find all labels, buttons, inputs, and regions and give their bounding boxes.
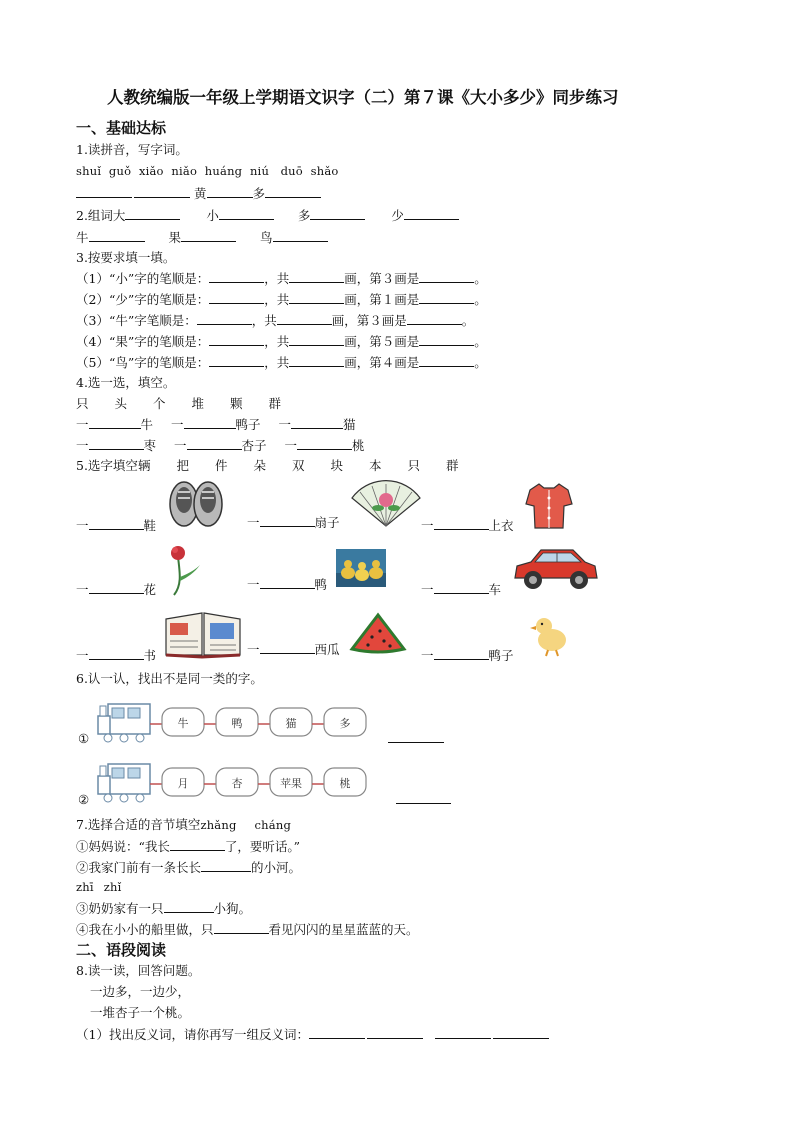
book-image [164,609,242,659]
pinyin: cháng [254,818,292,832]
option-word: 辆 [137,458,151,473]
option-word: 群 [268,396,282,411]
yi-char: 一 [247,577,260,592]
noun-char: 鸭 [314,577,328,592]
yi-char: 一 [247,515,260,530]
q3-text: ，共 [264,334,290,349]
pinyin: guǒ [108,164,132,178]
answer-blank[interactable] [209,291,264,304]
q8-poem-line-2: 一堆杏子一个桃。 [90,1005,191,1020]
circled-number: ② [76,860,89,875]
answer-blank[interactable] [207,185,253,198]
q7-text: 妈妈说：“我长 [88,839,170,854]
jacket-image [524,480,574,530]
answer-blank[interactable] [164,900,214,913]
q3-text: 。 [474,355,487,370]
answer-blank[interactable] [89,416,141,429]
pinyin: zhǎng [200,818,237,832]
q6-number-1: ① [78,731,90,746]
answer-blank[interactable] [197,312,252,325]
word-char: 少 [391,208,404,223]
answer-blank[interactable] [265,185,321,198]
q7-label: 7.选择合适的音节填空 [76,817,201,832]
train-car-label: 多 [339,717,351,730]
q8-sub-text: （1）找出反义词，请你再写一组反义词： [76,1027,309,1042]
answer-blank[interactable] [291,416,343,429]
pinyin: duō [280,164,303,178]
section-heading-basics: 一、基础达标 [76,119,167,137]
option-word: 颗 [230,396,243,411]
q3-text: 。 [461,313,475,328]
answer-blank[interactable] [289,270,344,283]
noun-char: 猫 [343,417,356,432]
watermelon-image [350,613,406,653]
noun-char: 杏子 [241,438,267,453]
q5-item-car [421,581,501,598]
q6-answer-row-1 [388,730,444,747]
answer-blank[interactable] [309,1026,365,1039]
q3-text: （3）“牛”字笔顺是： [76,313,197,328]
q5-item-book [76,647,156,664]
answer-blank[interactable] [419,333,474,346]
q3-item [76,333,487,350]
q4-row2 [76,437,365,454]
q3-item [76,354,487,371]
q7-sentence-4 [76,921,419,938]
yi-char: 一 [247,642,260,657]
noun-char: 书 [143,648,157,663]
q3-text: 。 [474,271,487,286]
q5-item-flower [76,581,156,598]
pinyin: shǎo [310,164,339,178]
train-car-label: 月 [177,777,189,790]
q7-sentence-3 [76,900,251,917]
q7-text: 看见闪闪的星星蓝蓝的天。 [268,922,419,937]
pinyin: zhī [76,880,94,894]
noun-char: 西瓜 [314,642,340,657]
answer-blank[interactable] [297,437,352,450]
noun-char: 牛 [140,417,154,432]
answer-blank[interactable] [201,859,251,872]
answer-blank[interactable] [219,207,274,220]
q7-text: 的小河。 [251,860,302,875]
answer-blank[interactable] [419,354,474,367]
train-car-label: 牛 [177,717,189,730]
circled-number: ① [76,839,89,854]
option-word: 双 [291,458,305,473]
q8-sub-1 [76,1026,549,1043]
yi-char: 一 [421,582,434,597]
shoes-image [166,478,226,530]
answer-blank[interactable] [184,416,236,429]
answer-blank[interactable] [187,437,242,450]
pinyin: huáng [204,164,243,178]
q3-text: ，共 [264,271,290,286]
word-char: 小 [206,208,219,223]
q4-options [76,396,281,412]
q3-text: ，共 [264,292,290,307]
answer-blank[interactable] [214,921,269,934]
q7-pinyin-2 [76,879,122,895]
option-word: 把 [176,458,189,473]
yi-char: 一 [278,417,292,432]
answer-blank[interactable] [260,576,315,589]
noun-char: 鸭子 [235,417,261,432]
yi-char: 一 [76,648,89,663]
q2-row2 [76,229,328,246]
train-car-label: 猫 [285,717,297,730]
option-word: 只 [76,396,89,411]
answer-blank[interactable] [289,333,344,346]
option-word: 块 [330,458,343,473]
answer-blank[interactable] [260,641,315,654]
answer-blank[interactable] [89,581,144,594]
answer-blank[interactable] [260,514,315,527]
q5-item-fan [247,514,340,531]
circled-number: ④ [76,922,89,937]
answer-blank[interactable] [388,730,444,743]
answer-blank[interactable] [89,229,145,242]
answer-blank[interactable] [273,229,328,242]
q1-label: 1.读拼音，写字词。 [76,142,188,157]
q6-answer-row-2 [396,791,451,808]
q5-label: 5.选字填空 [76,458,138,473]
answer-blank[interactable] [404,207,459,220]
answer-blank[interactable] [419,291,474,304]
q3-text: （4）“果”字的笔顺是： [76,334,210,349]
yi-char: 一 [76,582,89,597]
q3-text: 画，第４画是 [344,355,420,370]
answer-blank[interactable] [76,185,132,198]
q3-text: （1）“小”字的笔顺是： [76,271,210,286]
q3-text: （2）“少”字的笔顺是： [76,292,210,307]
train-car-label: 桃 [339,777,351,790]
answer-blank[interactable] [277,312,332,325]
pinyin: shuǐ [76,164,102,178]
yi-char: 一 [421,518,434,533]
noun-char: 枣 [143,438,157,453]
noun-char: 扇子 [314,515,340,530]
yi-char: 一 [76,518,89,533]
answer-blank[interactable] [367,1026,423,1039]
q7-text: 奶奶家有一只 [88,901,164,916]
yi-char: 一 [284,438,298,453]
pinyin: xiǎo [138,164,164,178]
q8-poem-line-1: 一边多，一边少， [90,984,191,999]
answer-blank[interactable] [125,207,180,220]
q7-text: 了，要听话。” [224,839,301,854]
q7-header [76,817,291,833]
q7-text: 小狗。 [213,901,252,916]
answer-blank[interactable] [89,647,144,660]
train-2-image [94,756,384,806]
q2-row1 [76,207,459,224]
noun-char: 花 [143,582,157,597]
circled-number: ③ [76,901,89,916]
yi-char: 一 [171,417,184,432]
train-car-label: 苹果 [280,777,302,790]
noun-char: 鸭子 [488,648,514,663]
q7-text: 我在小小的船里做，只 [88,922,214,937]
answer-blank[interactable] [181,229,236,242]
answer-blank[interactable] [134,185,190,198]
q5-item-duck [247,576,327,593]
yi-char: 一 [421,648,434,663]
answer-blank[interactable] [89,517,144,530]
answer-blank[interactable] [209,270,264,283]
section-heading-reading: 二、语段阅读 [76,941,167,959]
option-word: 群 [445,458,459,473]
answer-blank[interactable] [407,312,462,325]
answer-blank[interactable] [89,437,144,450]
noun-char: 桃 [352,438,365,453]
answer-blank[interactable] [209,333,264,346]
q3-label: 3.按要求填一填。 [76,250,176,265]
answer-blank[interactable] [170,838,225,851]
answer-blank[interactable] [310,207,365,220]
q3-text: （5）“鸟”字的笔顺是： [76,355,210,370]
option-word: 堆 [191,396,205,411]
q5-item-duckling [421,647,514,664]
train-car-label: 鸭 [231,717,243,730]
q4-row1 [76,416,356,433]
q8-label: 8.读一读，回答问题。 [76,963,201,978]
answer-blank[interactable] [209,354,264,367]
noun-char: 上衣 [488,518,514,533]
q3-text: 画，第５画是 [344,334,420,349]
q3-item [76,270,487,287]
q7-text: 我家门前有一条长长 [88,860,202,875]
flower-image [164,543,204,597]
q6-label: 6.认一认，找出不是同一类的字。 [76,671,263,686]
duckling-image [532,612,568,656]
car-image [511,546,599,592]
answer-blank[interactable] [419,270,474,283]
answer-blank[interactable] [435,1026,491,1039]
option-word: 本 [368,458,382,473]
q3-text: 画，第３画是 [331,313,407,328]
q1-pinyin-row [76,163,339,179]
answer-blank[interactable] [434,581,489,594]
q3-text: 。 [474,292,487,307]
answer-blank[interactable] [396,791,451,804]
q3-item [76,291,487,308]
option-word: 朵 [253,458,266,473]
train-car-label: 杏 [231,777,243,790]
q3-text: ，共 [264,355,290,370]
answer-blank[interactable] [434,517,489,530]
option-word: 个 [153,396,166,411]
yi-char: 一 [174,438,187,453]
answer-blank[interactable] [493,1026,549,1039]
given-char: 黄 [193,186,207,201]
q5-header [76,458,458,474]
ducks-image [336,549,386,587]
yi-char: 一 [76,438,89,453]
q3-item [76,312,474,329]
word-char: 多 [297,208,311,223]
noun-char: 鞋 [143,518,157,533]
pinyin: niǎo [171,164,198,178]
word-char: 牛 [76,230,89,245]
q3-text: ，共 [251,313,277,328]
q3-text: 画，第１画是 [344,292,420,307]
pinyin: zhǐ [103,880,122,894]
word-char: 果 [168,230,182,245]
q5-item-jacket [421,517,514,534]
q2-label: 2.组词大 [76,208,126,223]
q7-sentence-1 [76,838,300,855]
q6-number-2: ② [78,792,90,807]
q5-item-shoes [76,517,156,534]
answer-blank[interactable] [434,647,489,660]
word-char: 鸟 [260,230,273,245]
yi-char: 一 [76,417,89,432]
q1-answer-row [76,185,321,202]
q3-text: 。 [474,334,487,349]
answer-blank[interactable] [289,354,344,367]
option-word: 只 [407,458,420,473]
fan-image [350,484,422,528]
noun-char: 车 [488,582,502,597]
pinyin: niú [249,164,270,178]
train-1-image [94,696,384,746]
option-word: 件 [214,458,228,473]
q5-item-watermelon [247,641,340,658]
page-title: 人教统编版一年级上学期语文识字（二）第７课《大小多少》同步练习 [107,88,619,107]
answer-blank[interactable] [289,291,344,304]
q7-sentence-2 [76,859,301,876]
given-char: 多 [252,186,266,201]
q4-label: 4.选一选，填空。 [76,375,176,390]
q3-text: 画，第３画是 [344,271,420,286]
option-word: 头 [114,396,128,411]
